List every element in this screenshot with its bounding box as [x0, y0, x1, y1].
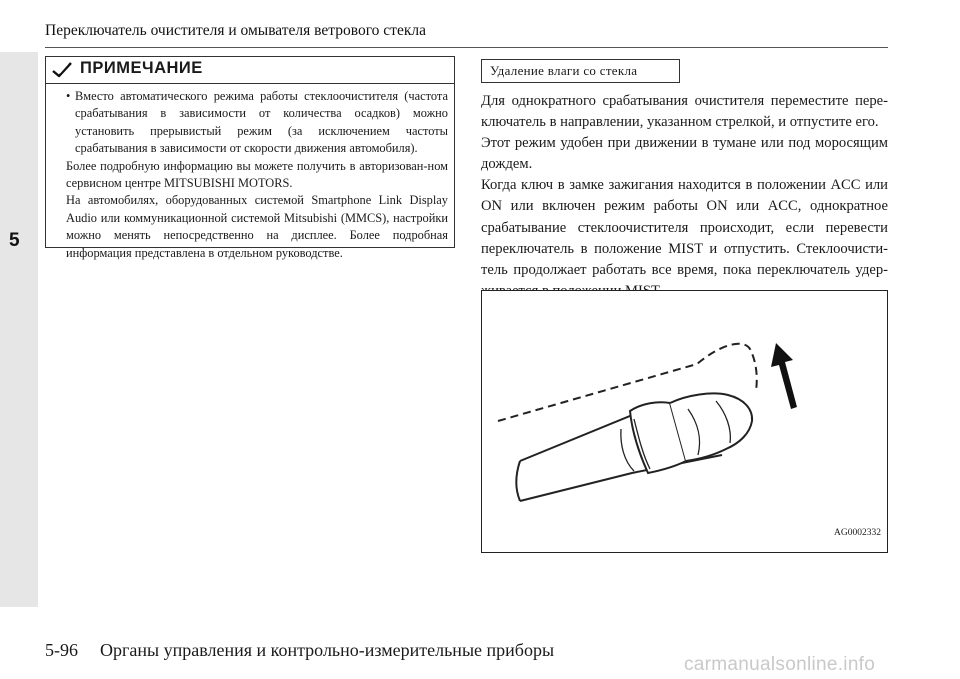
lever-shaft-end: [516, 461, 520, 501]
note-title: ПРИМЕЧАНИЕ: [80, 59, 203, 77]
check-mark-icon: [51, 61, 73, 79]
mist-direction-arrow: [771, 343, 797, 409]
lever-shaft-bottom: [520, 455, 722, 501]
section-paragraph-mist: Когда ключ в замке зажигания находится в положении ACC или ON или включен режим работы ON или ACC, однократное срабатывание стеклоочистителя происходит, если перевести переключатель в положение MIST и отпустить. Стеклоочисти-тель продолжает работать все время, пока переключатель удер-: [481, 177, 888, 278]
figure-code: AG0002332: [834, 528, 881, 538]
page-number: 5-96: [45, 640, 78, 660]
section-paragraph-usage: Этот режим удобен при движении в тумане или под моросящим дождем.: [481, 135, 888, 173]
note-box: [45, 56, 455, 260]
watermark: carmanualsonline.info: [684, 654, 876, 675]
section-label: Удаление влаги со стекла: [481, 59, 680, 83]
knob-ring-curve: [621, 429, 634, 471]
note-body: [66, 88, 448, 262]
running-title: Переключатель очистителя и омывателя ветрового стекла: [45, 22, 426, 39]
footer-chapter-title: Органы управления и контрольно-измерительные приборы: [100, 640, 555, 660]
note-paragraph-display: На автомобилях, оборудованных системой Smartphone Link Display Audio или коммуникационной системой Mitsubishi (MMCS), настройки можно менять непосредственно на дисплее. Более подробная информация представлена в отдельном руководстве.: [66, 193, 448, 260]
chapter-sidebar: [0, 52, 38, 607]
chapter-number: 5: [9, 230, 20, 251]
section-body: [481, 91, 888, 302]
note-bullet-text: Вместо автоматического режима работы стеклоочистителя (частота срабатывания в зависимости от количества осадков) можно установить прерывистый режим (за исключением частоты срабатывания в зависимости от скорости движения автомобиля).: [75, 89, 448, 156]
wiper-lever-drawing: [482, 291, 888, 553]
bullet-marker: •: [66, 89, 71, 103]
note-paragraph-service: Более подробную информацию вы можете получить в авторизован-ном сервисном центре MITSUBISHI MOTORS.: [66, 158, 448, 191]
wiper-lever-illustration: [481, 290, 888, 553]
header-rule: [45, 47, 888, 48]
note-header: [46, 57, 454, 84]
note-bullet-item: [66, 88, 448, 158]
section-paragraph-instruction: Для однократного срабатывания очистителя переместите пере-ключатель в направлении, указанном стрелкой, и отпустите его.: [481, 93, 888, 131]
